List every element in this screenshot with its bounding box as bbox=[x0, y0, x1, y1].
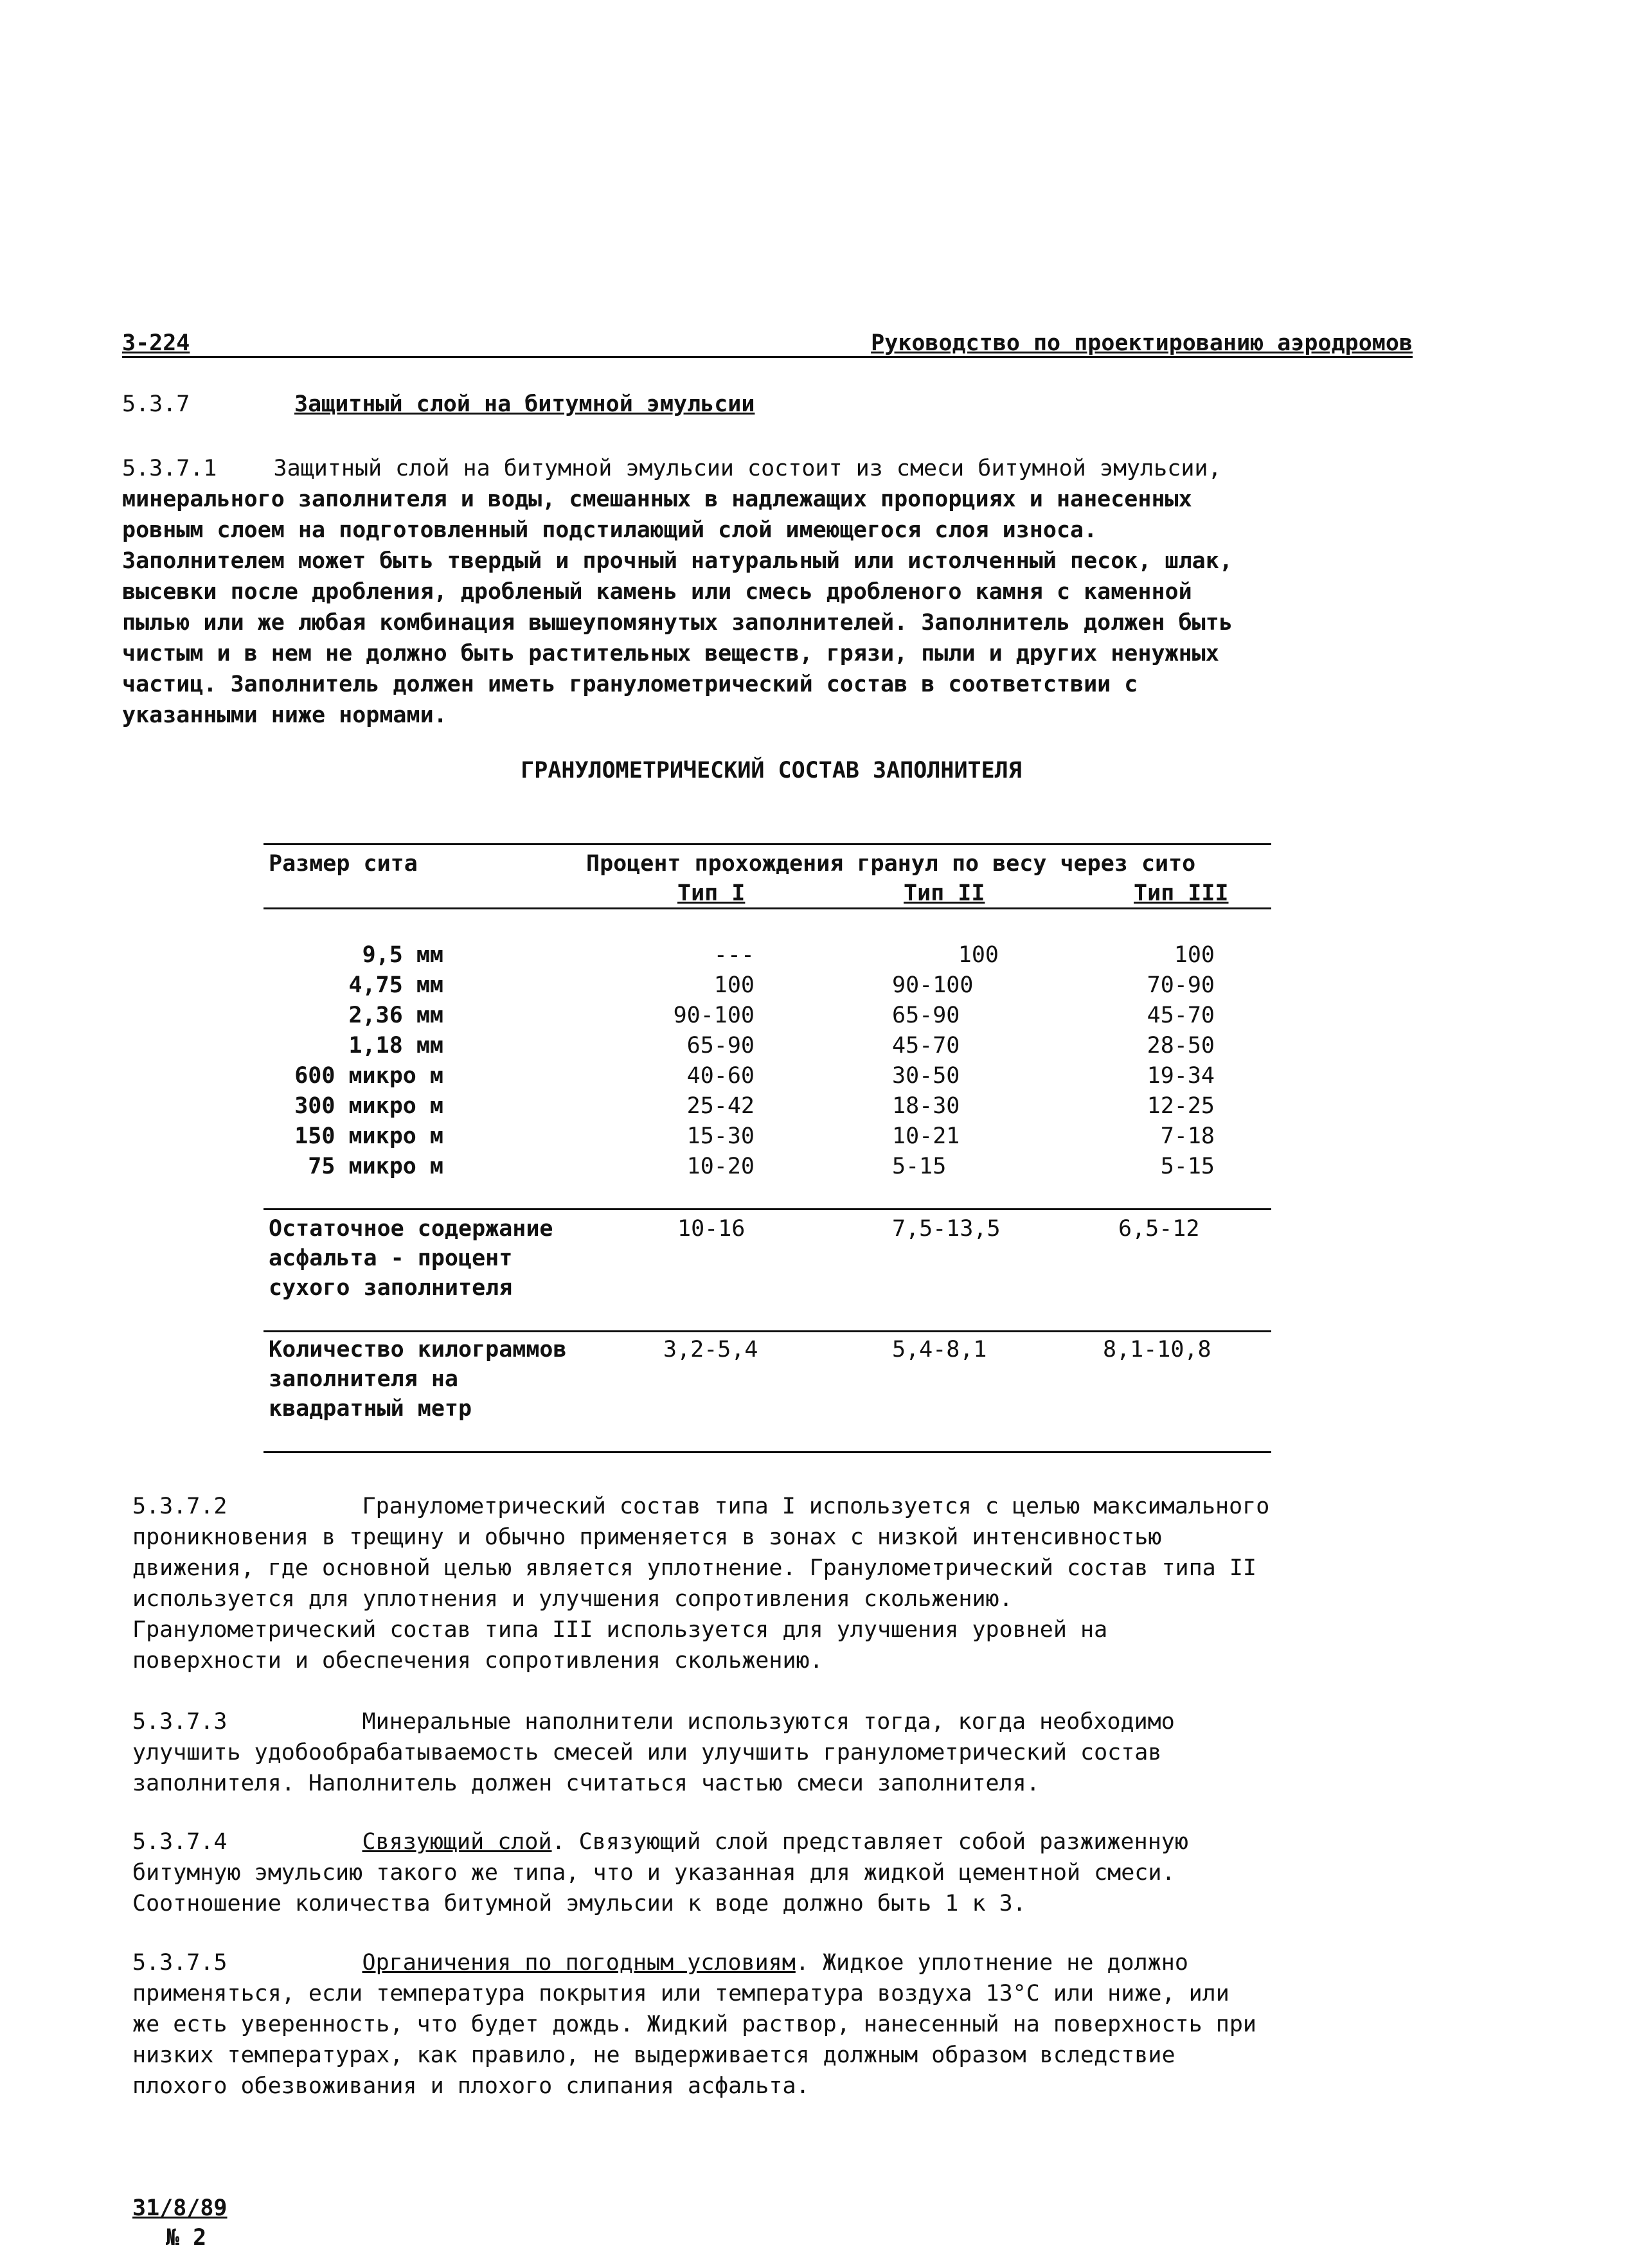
residual-value-type-2: 7,5-13,5 bbox=[892, 1216, 1001, 1242]
paragraph-line: плохого обезвоживания и плохого слипания асфальта. bbox=[132, 2073, 810, 2099]
paragraph-line: улучшить удобообрабатываемость смесей или улучшить гранулометрический состав bbox=[132, 1740, 1162, 1765]
kg-label-line: Количество килограммов bbox=[269, 1337, 567, 1362]
table-cell-sieve: 600 микро м bbox=[294, 1063, 443, 1089]
column-header-percent: Процент прохождения гранул по весу через сито bbox=[586, 851, 1196, 877]
paragraph-number: 5.3.7.3 bbox=[132, 1709, 228, 1735]
paragraph-line bbox=[122, 453, 1413, 484]
table-cell-type-2: 100 bbox=[958, 942, 999, 968]
kg-value-type-3: 8,1-10,8 bbox=[1103, 1337, 1211, 1362]
kg-label-line: заполнителя на bbox=[269, 1366, 459, 1392]
paragraph-line: пылью или же любая комбинация вышеупомянутых заполнителей. Заполнитель должен быть bbox=[122, 610, 1233, 636]
table-cell-type-2: 10-21 bbox=[892, 1123, 960, 1149]
section-number: 5.3.7 bbox=[122, 391, 190, 417]
table-cell-sieve: 9,5 мм bbox=[362, 942, 443, 968]
table-cell-type-3: 100 bbox=[1174, 942, 1215, 968]
residual-label-line: сухого заполнителя bbox=[269, 1275, 513, 1301]
paragraph-5-3-7-1 bbox=[122, 453, 1413, 731]
paragraph-5-3-7-2 bbox=[132, 1491, 1413, 1676]
table-cell-sieve: 75 микро м bbox=[308, 1154, 443, 1179]
paragraph-text: Защитный слой на битумной эмульсии состоит из смеси битумной эмульсии, bbox=[273, 456, 1222, 481]
paragraph-line bbox=[132, 1826, 1413, 1857]
table-cell-type-3: 70-90 bbox=[1147, 972, 1215, 998]
table-cell-type-2: 65-90 bbox=[892, 1003, 960, 1028]
paragraph-line bbox=[132, 1947, 1413, 1978]
footer-date: 31/8/89 bbox=[132, 2195, 228, 2221]
paragraph-5-3-7-3 bbox=[132, 1706, 1413, 1799]
table-rule bbox=[264, 1208, 1271, 1210]
table-cell-sieve: 2,36 мм bbox=[348, 1003, 443, 1028]
paragraph-5-3-7-5 bbox=[132, 1947, 1413, 2102]
table-cell-type-3: 28-50 bbox=[1147, 1033, 1215, 1058]
column-header-type-1: Тип I bbox=[677, 880, 746, 906]
table-cell-type-1: 10-20 bbox=[686, 1154, 755, 1179]
paragraph-line: используется для уплотнения и улучшения сопротивления скольжению. bbox=[132, 1586, 1013, 1612]
table-cell-type-1: --- bbox=[713, 942, 755, 968]
paragraph-text: . Жидкое уплотнение не должно bbox=[795, 1950, 1188, 1976]
term-binder-layer: Связующий слой bbox=[362, 1829, 552, 1855]
table-cell-type-2: 30-50 bbox=[892, 1063, 960, 1089]
table-header-rule bbox=[264, 907, 1271, 909]
paragraph-line: указанными ниже нормами. bbox=[122, 702, 447, 728]
paragraph-line: заполнителя. Наполнитель должен считаться частью смеси заполнителя. bbox=[132, 1771, 1040, 1796]
table-rule bbox=[264, 1330, 1271, 1332]
residual-value-type-3: 6,5-12 bbox=[1118, 1216, 1200, 1242]
table-cell-type-1: 65-90 bbox=[686, 1033, 755, 1058]
table-cell-type-3: 45-70 bbox=[1147, 1003, 1215, 1028]
residual-label-line: Остаточное содержание bbox=[269, 1216, 553, 1242]
table-cell-type-3: 12-25 bbox=[1147, 1093, 1215, 1119]
paragraph-line: частиц. Заполнитель должен иметь гранулометрический состав в соответствии с bbox=[122, 672, 1138, 697]
column-header-sieve: Размер сита bbox=[269, 851, 418, 877]
page-header bbox=[122, 328, 1413, 358]
paragraph-text: . Связующий слой представляет собой разжиженную bbox=[551, 1829, 1188, 1855]
paragraph-number: 5.3.7.4 bbox=[132, 1829, 228, 1855]
table-cell-sieve: 300 микро м bbox=[294, 1093, 443, 1119]
table-cell-type-2: 90-100 bbox=[892, 972, 974, 998]
residual-label-line: асфальта - процент bbox=[269, 1246, 513, 1271]
table-cell-type-1: 25-42 bbox=[686, 1093, 755, 1119]
table-cell-type-1: 90-100 bbox=[673, 1003, 755, 1028]
column-header-type-3: Тип III bbox=[1134, 880, 1229, 906]
kg-label-line: квадратный метр bbox=[269, 1396, 472, 1422]
table-cell-type-1: 40-60 bbox=[686, 1063, 755, 1089]
table-cell-sieve: 150 микро м bbox=[294, 1123, 443, 1149]
document-title: Руководство по проектированию аэродромов bbox=[871, 330, 1413, 356]
paragraph-number: 5.3.7.1 bbox=[122, 456, 217, 481]
paragraph-line: Соотношение количества битумной эмульсии к воде должно быть 1 к 3. bbox=[132, 1891, 1026, 1916]
table-cell-type-1: 15-30 bbox=[686, 1123, 755, 1149]
kg-value-type-2: 5,4-8,1 bbox=[892, 1337, 987, 1362]
table-cell-sieve: 1,18 мм bbox=[348, 1033, 443, 1058]
table-cell-type-3: 19-34 bbox=[1147, 1063, 1215, 1089]
paragraph-text: Гранулометрический состав типа I используется с целью максимального bbox=[362, 1494, 1270, 1519]
paragraph-number: 5.3.7.2 bbox=[132, 1494, 228, 1519]
term-weather-limits: Органичения по погодным условиям bbox=[362, 1950, 796, 1976]
paragraph-line: высевки после дробления, дробленый камень или смесь дробленого камня с каменной bbox=[122, 579, 1192, 605]
kg-value-type-1: 3,2-5,4 bbox=[663, 1337, 758, 1362]
table-bottom-rule bbox=[264, 1451, 1271, 1453]
table-cell-type-3: 5-15 bbox=[1160, 1154, 1215, 1179]
table-cell-type-2: 18-30 bbox=[892, 1093, 960, 1119]
table-cell-type-1: 100 bbox=[713, 972, 755, 998]
paragraph-line: ровным слоем на подготовленный подстилающий слой имеющегося слоя износа. bbox=[122, 517, 1098, 543]
paragraph-line: Гранулометрический состав типа III используется для улучшения уровней на bbox=[132, 1617, 1108, 1643]
paragraph-text: Минеральные наполнители используются тогда, когда необходимо bbox=[362, 1709, 1175, 1735]
paragraph-line: битумную эмульсию такого же типа, что и указанная для жидкой цементной смеси. bbox=[132, 1860, 1175, 1886]
footer-issue: № 2 bbox=[166, 2225, 207, 2251]
paragraph-line: чистым и в нем не должно быть растительных веществ, грязи, пыли и других ненужных bbox=[122, 641, 1219, 666]
paragraph-line: низких температурах, как правило, не выдерживается должным образом вследствие bbox=[132, 2042, 1175, 2068]
section-title: Защитный слой на битумной эмульсии bbox=[294, 391, 755, 417]
column-header-type-2: Тип II bbox=[904, 880, 985, 906]
paragraph-line: поверхности и обеспечения сопротивления скольжению. bbox=[132, 1648, 823, 1674]
paragraph-line: движения, где основной целью является уплотнение. Гранулометрический состав типа II bbox=[132, 1555, 1256, 1581]
paragraph-line: Заполнителем может быть твердый и прочный натуральный или истолченный песок, шлак, bbox=[122, 548, 1233, 574]
table-cell-sieve: 4,75 мм bbox=[348, 972, 443, 998]
table-top-rule bbox=[264, 843, 1271, 845]
paragraph-5-3-7-4 bbox=[132, 1826, 1413, 1919]
table-cell-type-2: 5-15 bbox=[892, 1154, 947, 1179]
table-cell-type-3: 7-18 bbox=[1160, 1123, 1215, 1149]
paragraph-line: проникновения в трещину и обычно применяется в зонах с низкой интенсивностью bbox=[132, 1524, 1162, 1550]
paragraph-line bbox=[132, 1491, 1413, 1522]
paragraph-line: минерального заполнителя и воды, смешанных в надлежащих пропорциях и нанесенных bbox=[122, 487, 1192, 512]
table-cell-type-2: 45-70 bbox=[892, 1033, 960, 1058]
table-title: ГРАНУЛОМЕТРИЧЕСКИЙ СОСТАВ ЗАПОЛНИТЕЛЯ bbox=[521, 758, 1022, 783]
paragraph-line: же есть уверенность, что будет дождь. Жидкий раствор, нанесенный на поверхность при bbox=[132, 2012, 1256, 2037]
paragraph-number: 5.3.7.5 bbox=[132, 1950, 228, 1976]
residual-value-type-1: 10-16 bbox=[677, 1216, 746, 1242]
page-number: 3-224 bbox=[122, 330, 190, 356]
paragraph-line bbox=[132, 1706, 1413, 1737]
paragraph-line: применяться, если температура покрытия или температура воздуха 13°С или ниже, или bbox=[132, 1981, 1229, 2006]
